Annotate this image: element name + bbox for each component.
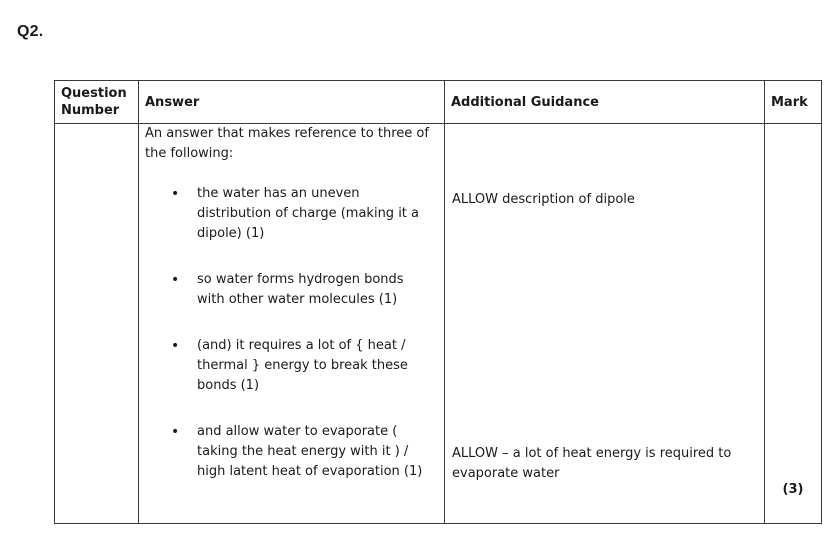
mark-cell [765,124,822,524]
question-label: Q2. [17,23,44,40]
header-question-number: Question Number [55,81,139,124]
answer-point: • and allow water to evaporate ( taking the heat energy with it ) / high latent heat of evaporation (1) [145,422,438,482]
header-mark: Mark [765,81,822,124]
header-answer: Answer [139,81,445,124]
answer-point: • so water forms hydrogen bonds with other water molecules (1) [145,270,438,310]
mark-scheme-table [54,80,822,524]
answer-point: • the water has an uneven distribution of charge (making it a dipole) (1) [145,184,438,244]
mark-value: (3) [782,482,804,497]
answer-point: • (and) it requires a lot of { heat / thermal } energy to break these bonds (1) [145,336,438,396]
guidance-evaporate: ALLOW – a lot of heat energy is required to evaporate water [452,446,732,481]
answer-cell [139,124,445,524]
guidance-dipole: ALLOW description of dipole [452,192,635,207]
question-number-cell [55,124,139,524]
header-guidance: Additional Guidance [445,81,765,124]
answer-points [145,184,438,482]
answer-row [55,124,822,524]
answer-intro: An answer that makes reference to three of the following: [145,126,429,161]
header-row [55,81,822,124]
guidance-cell [445,124,765,524]
